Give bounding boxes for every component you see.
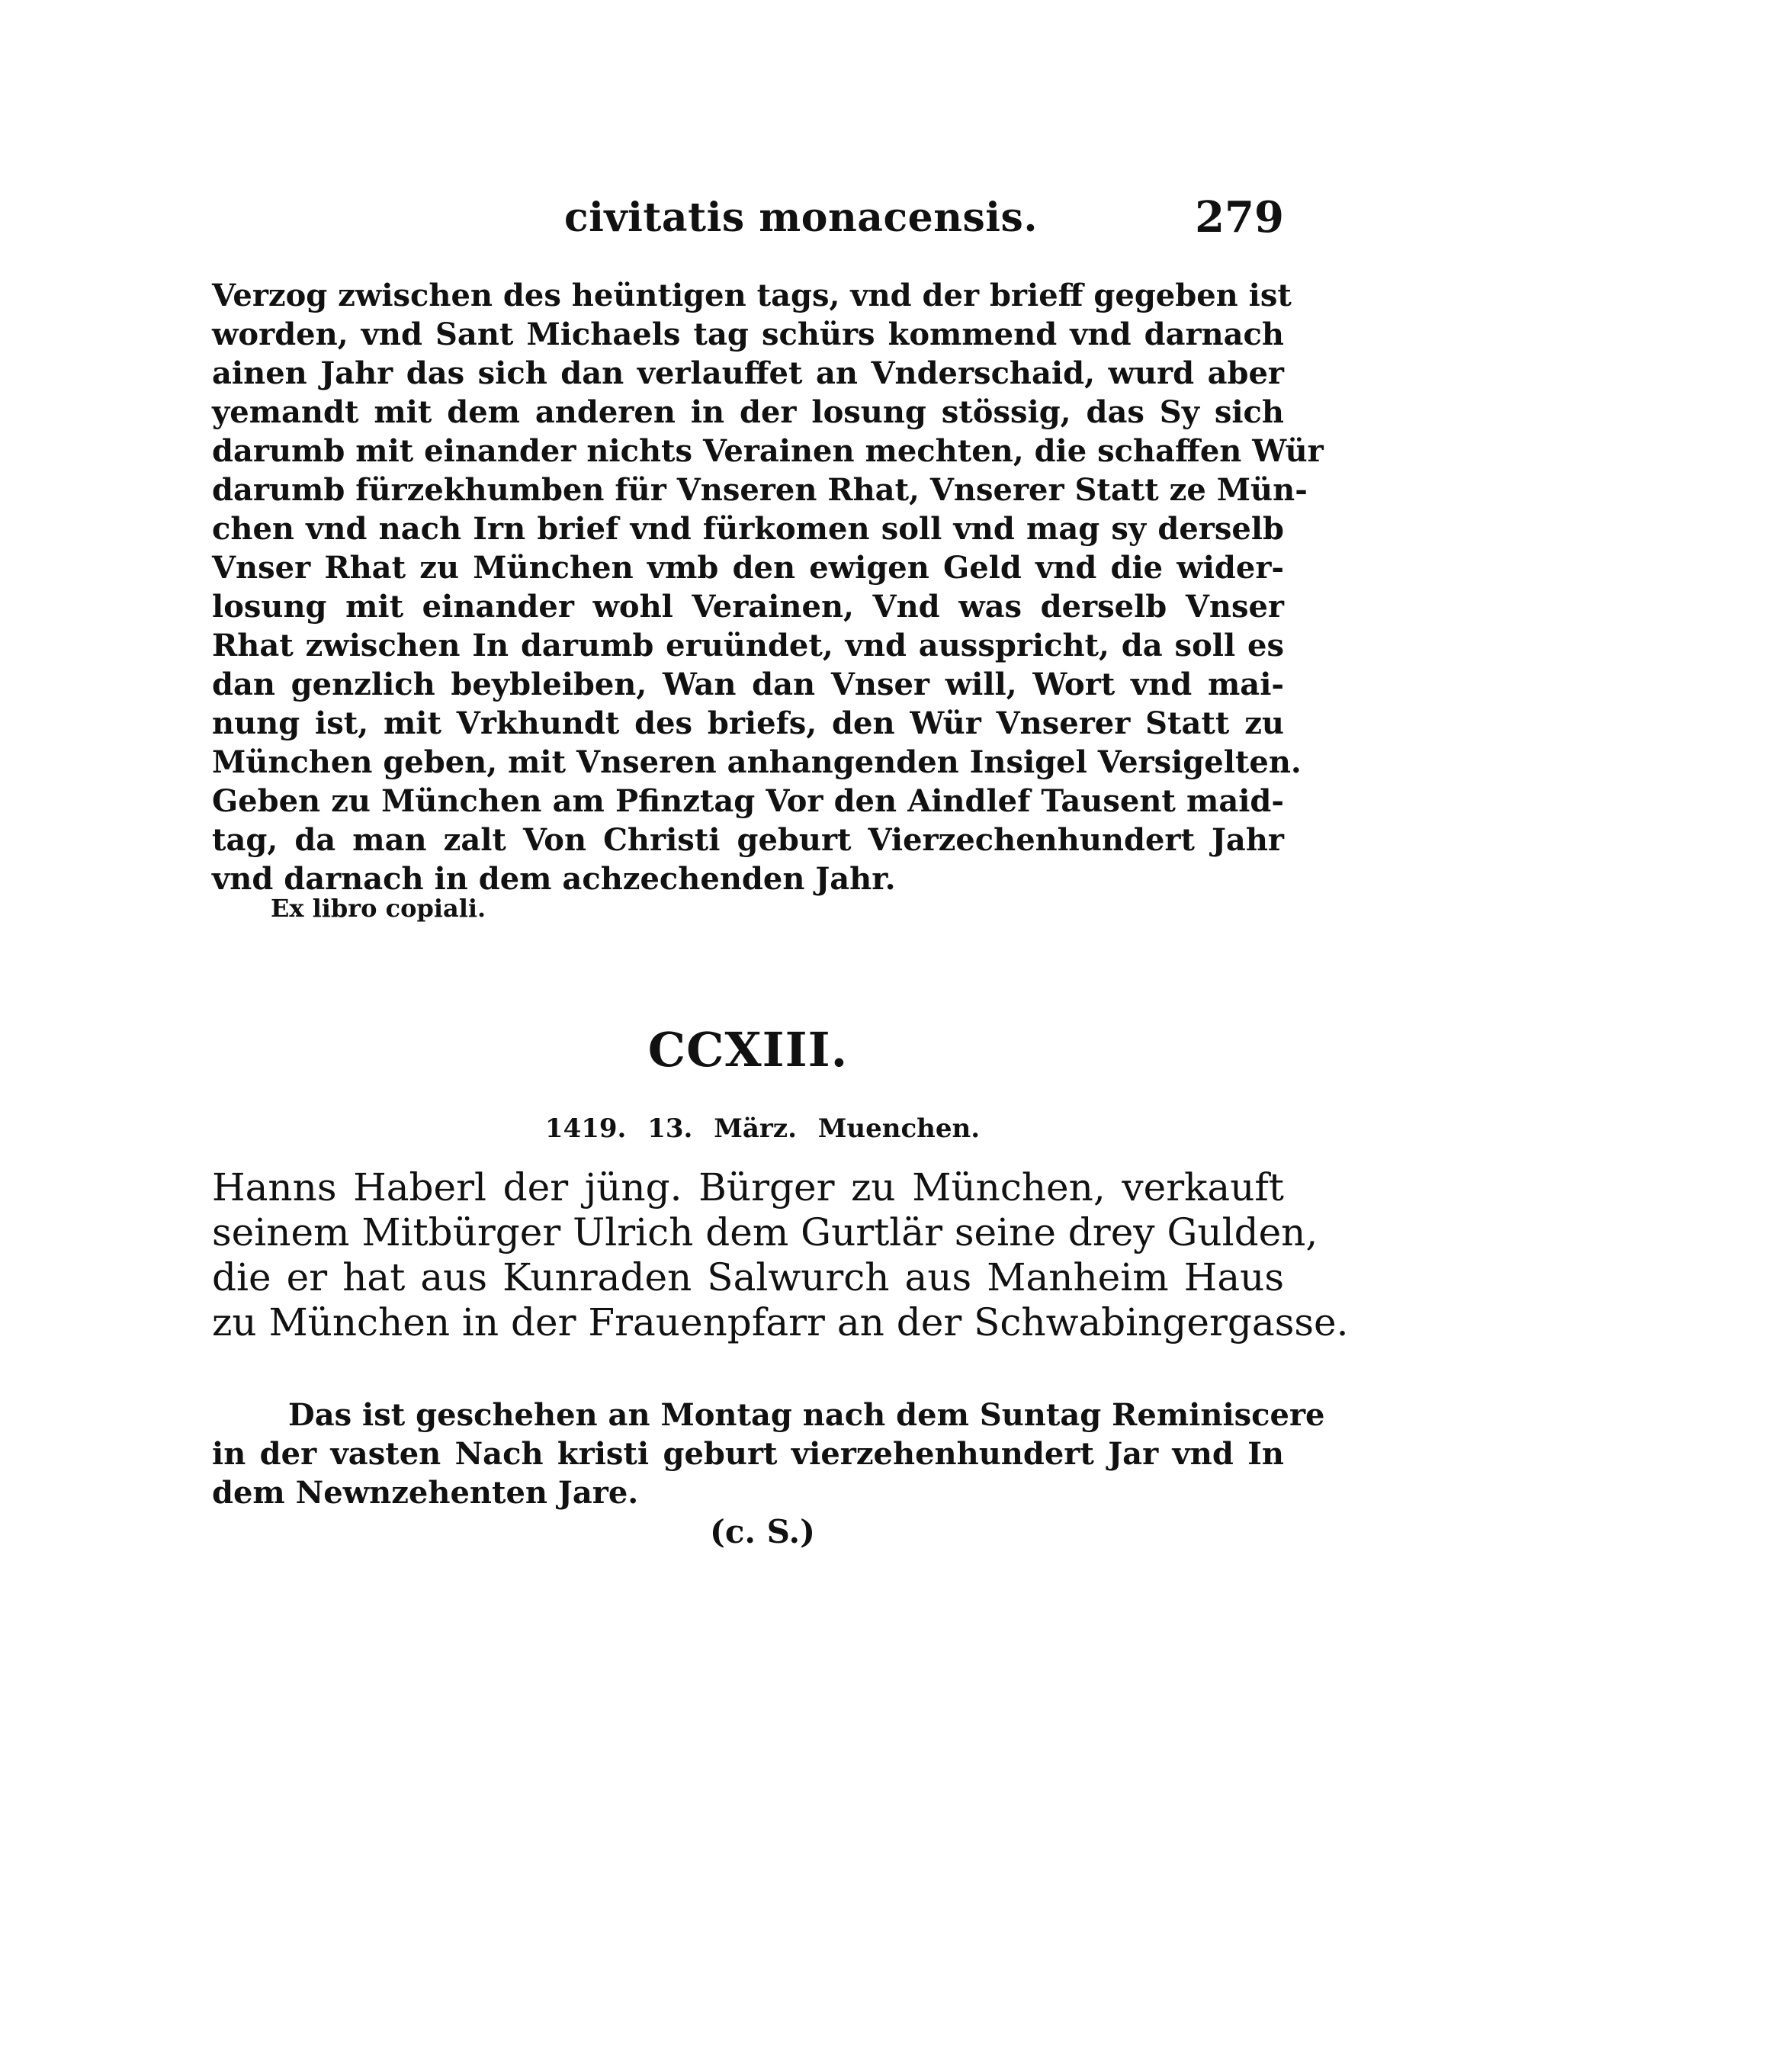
source-note: Ex libro copiali. bbox=[271, 894, 486, 923]
regest-line: zu München in der Frauenpfarr an der Schwabingergasse. bbox=[212, 1300, 1349, 1344]
text-line: vnd darnach in dem achzechenden Jahr. bbox=[212, 861, 896, 897]
text-line: darumb mit einander nichts Verainen mechten, die schaffen Wür bbox=[212, 433, 1324, 469]
text-line: darumb fürzekhumben für Vnseren Rhat, Vnserer Statt ze Mün- bbox=[212, 472, 1308, 508]
text-line: Das ist geschehen an Montag nach dem Suntag Reminiscere bbox=[288, 1397, 1325, 1433]
text-line: dan genzlich beybleiben, Wan dan Vnser will, Wort vnd mai- bbox=[212, 667, 1284, 702]
text-line: chen vnd nach Irn brief vnd fürkomen soll vnd mag sy derselb bbox=[212, 511, 1284, 547]
text-line: tag, da man zalt Von Christi geburt Vierzechenhundert Jahr bbox=[212, 822, 1284, 858]
text-line: yemandt mit dem anderen in der losung stössig, das Sy sich bbox=[212, 394, 1284, 430]
text-line: Vnser Rhat zu München vmb den ewigen Geld vnd die wider- bbox=[212, 550, 1284, 586]
text-line: Rhat zwischen In darumb eruündet, vnd ausspricht, da soll es bbox=[212, 628, 1284, 663]
page-number: 279 bbox=[1195, 192, 1284, 243]
text-line: München geben, mit Vnseren anhangenden Insigel Versigelten. bbox=[212, 744, 1302, 780]
regest-line: die er hat aus Kunraden Salwurch aus Manheim Haus bbox=[212, 1255, 1284, 1299]
text-line: Verzog zwischen des heüntigen tags, vnd der brieff gegeben ist bbox=[212, 278, 1292, 313]
document-regest bbox=[212, 1165, 1349, 1345]
text-line: dem Newnzehenten Jare. bbox=[212, 1475, 639, 1511]
text-line: ainen Jahr das sich dan verlauffet an Vnderschaid, wurd aber bbox=[212, 355, 1284, 391]
text-line: nung ist, mit Vrkhundt des briefs, den Wür Vnserer Statt zu bbox=[212, 705, 1284, 741]
document-number: CCXIII. bbox=[647, 1022, 849, 1078]
text-line: worden, vnd Sant Michaels tag schürs kommend vnd darnach bbox=[212, 316, 1284, 352]
regest-line: seinem Mitbürger Ulrich dem Gurtlär seine drey Gulden, bbox=[212, 1210, 1318, 1254]
regest-line: Hanns Haberl der jüng. Bürger zu München, verkauft bbox=[212, 1165, 1284, 1209]
running-title: civitatis monacensis. bbox=[564, 194, 1038, 241]
text-line: in der vasten Nach kristi geburt vierzehenhundert Jar vnd In bbox=[212, 1436, 1284, 1472]
text-line: losung mit einander wohl Verainen, Vnd was derselb Vnser bbox=[212, 589, 1284, 625]
document-dateline: 1419. 13. März. Muenchen. bbox=[544, 1113, 981, 1144]
document-text bbox=[212, 1396, 1325, 1512]
seal-note: (c. S.) bbox=[709, 1513, 816, 1550]
continuation-paragraph bbox=[212, 276, 1324, 898]
text-line: Geben zu München am Pfinztag Vor den Aindlef Tausent maid- bbox=[212, 783, 1284, 819]
